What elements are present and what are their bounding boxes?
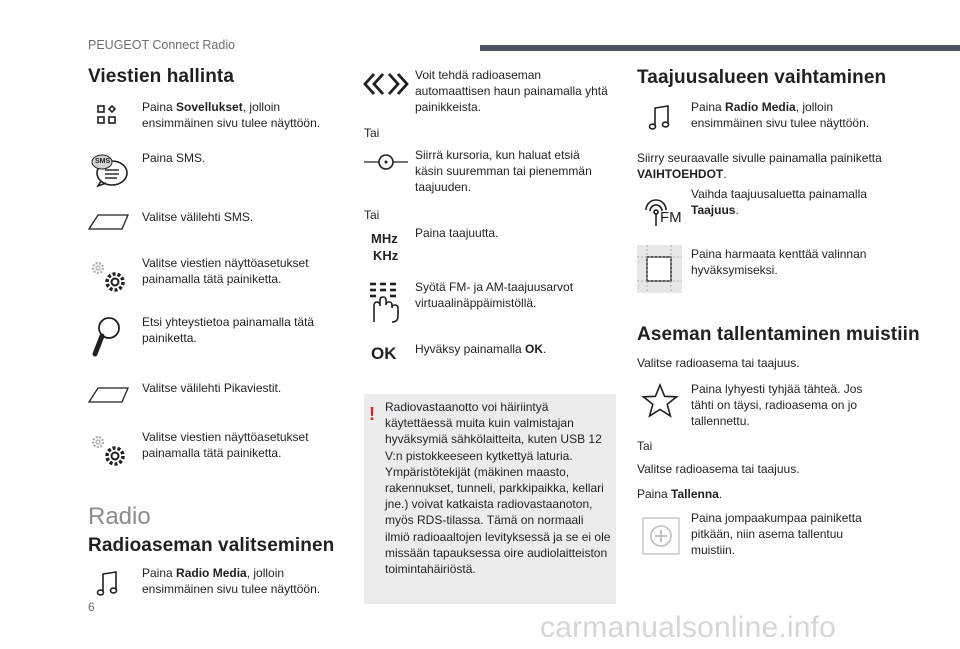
text-long-press-preset: Paina jompaakumpaa painiketta pitkään, niin asema tallentuu muistiin. — [691, 511, 862, 558]
text-radio-media-2: Paina Radio Media, jolloin ensimmäinen sivu tulee näyttöön. — [691, 100, 870, 131]
text-display-settings-2: Valitse viestien näyttöasetukset painamalla tätä painiketta. — [142, 430, 309, 461]
text-next-page: Siirry seuraavalle sivulle painamalla painiketta VAIHTOEHDOT. — [637, 151, 882, 182]
section-title-messages: Viestien hallinta — [88, 66, 235, 87]
grey-field-icon — [637, 245, 682, 293]
chapter-title-radio: Radio — [88, 503, 151, 530]
tuning-slider-icon — [362, 151, 410, 173]
text-or-3: Tai — [637, 439, 653, 453]
settings-gears-icon — [88, 258, 132, 298]
settings-gears-icon — [88, 432, 132, 472]
seek-arrows-icon — [362, 72, 410, 96]
ok-button-icon: OK — [371, 344, 397, 363]
text-or-1: Tai — [364, 126, 380, 140]
text-search-contact: Etsi yhteystietoa painamalla tätä painiketta. — [142, 315, 315, 346]
apps-grid-icon — [96, 104, 122, 126]
text-star: Paina lyhyesti tyhjää tähteä. Jos tähti on täysi, radioasema on jo tallennettu. — [691, 382, 863, 429]
text-auto-search: Voit tehdä radioaseman automaattisen haun painamalla yhtä painikkeista. — [415, 68, 608, 115]
tab-icon — [88, 212, 130, 232]
grey-field-frame — [637, 245, 682, 293]
page-number: 6 — [88, 600, 95, 614]
text-display-settings-1: Valitse viestien näyttöasetukset painamalla tätä painiketta. — [142, 256, 309, 287]
running-header: PEUGEOT Connect Radio — [88, 38, 236, 52]
music-note-icon — [648, 104, 674, 132]
khz-label: KHz — [373, 248, 399, 263]
section-title-change-band: Taajuusalueen vaihtaminen — [637, 67, 887, 88]
text-change-band: Vaihda taajuusaluetta painamalla Taajuus. — [691, 187, 867, 218]
fm-icon-label: FM — [660, 209, 682, 226]
text-quick-messages-tab: Valitse välilehti Pikaviestit. — [142, 381, 282, 395]
text-sms: Paina SMS. — [142, 151, 206, 165]
mhz-label: MHz — [371, 231, 398, 246]
music-note-icon — [96, 570, 122, 598]
text-grey-field: Paina harmaata kenttää valinnan hyväksymiseksi. — [691, 247, 867, 278]
header-bar — [480, 45, 960, 51]
text-cursor-search: Siirrä kursoria, kun haluat etsiä käsin suuremman tai pienemmän taajuuden. — [415, 148, 592, 195]
warning-icon: ! — [369, 404, 375, 424]
text-sms-tab: Valitse välilehti SMS. — [142, 210, 254, 224]
section-title-select-station: Radioaseman valitseminen — [88, 535, 335, 556]
frequency-unit-icon — [371, 230, 398, 264]
text-or-2: Tai — [364, 208, 380, 222]
text-select-station-1: Valitse radioasema tai taajuus. — [637, 356, 800, 370]
keypad-icon — [366, 280, 404, 324]
sms-icon-label: SMS — [95, 158, 111, 165]
text-select-station-2: Valitse radioasema tai taajuus. — [637, 462, 800, 476]
star-icon — [640, 382, 680, 420]
watermark: carmanualsonline.info — [540, 611, 837, 644]
text-press-frequency: Paina taajuutta. — [415, 226, 499, 240]
text-press-save: Paina Tallenna. — [637, 487, 723, 501]
search-icon — [88, 316, 122, 358]
add-preset-icon — [641, 516, 681, 556]
text-radio-media-1: Paina Radio Media, jolloin ensimmäinen sivu tulee näyttöön. — [142, 566, 321, 597]
text-keypad-entry: Syötä FM- ja AM-taajuusarvot virtuaalinäppäimistöllä. — [415, 280, 574, 311]
warning-note-text: Radiovastaanotto voi häiriintyä käytettäessä muita kuin valmistajan hyväksymiä sähkölaitteita, kuten USB 12 V:n pistokkeeseen kytkettyä laturia. Ympäristötekijät (mäkinen maasto, rakennukset, tunneli, parkkipaikka, kellari jne.) voivat katkaista radiovastaanoton, myös RDS-tilassa. Tämä on normaali ilmiö radioaaltojen levityksessä ja se ei ole missään tapauksessa oire audiolaitteiston toimintahäiriöstä. — [385, 400, 611, 577]
text-confirm-ok: Hyväksy painamalla OK. — [415, 342, 547, 356]
section-title-save-station: Aseman tallentaminen muistiin — [637, 324, 920, 345]
text-apps: Paina Sovellukset, jolloin ensimmäinen sivu tulee näyttöön. — [142, 100, 321, 131]
tab-icon — [88, 385, 130, 405]
